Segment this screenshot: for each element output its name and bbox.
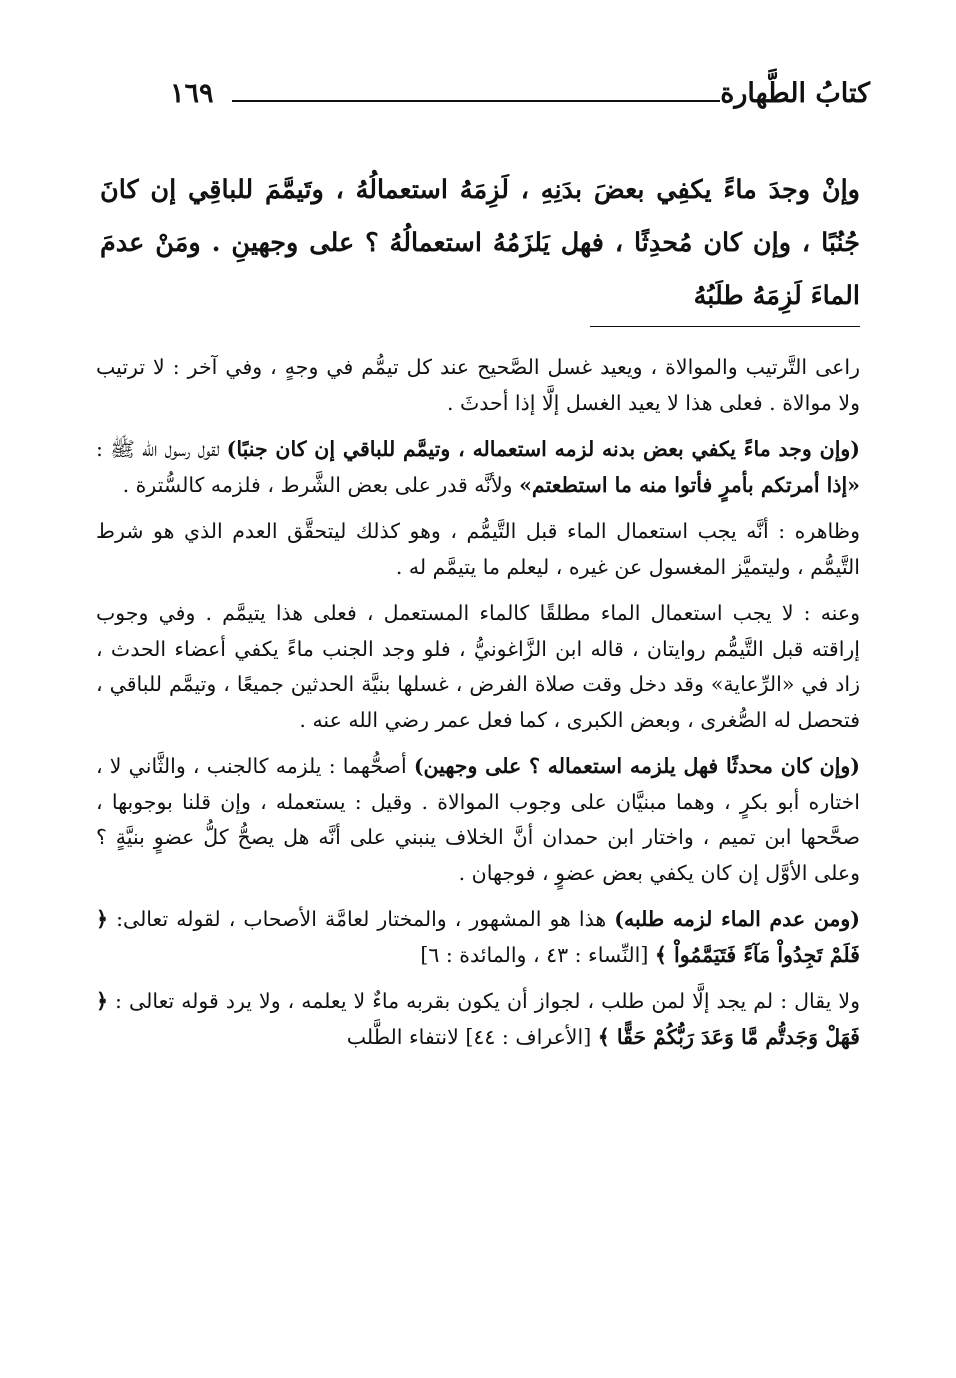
main-text	[100, 164, 860, 323]
commentary	[96, 350, 860, 1066]
commentary-paragraph: وعنه : لا يجب استعمال الماء مطلقًا كالماء المستعمل ، فعلى هذا يتيمَّم . وفي وجوب إراقته قبل التَّيمُّم روايتان ، قاله ابن الزَّاغونيُّ ، فلو وجد الجنب ماءً يكفي أعضاء الحدث ، زاد في «الرِّعاية» وقد دخل وقت صلاة الفرض ، غسلها بنيَّة الحدثين جميعًا ، وتيمَّم للباقي ، فتحصل له الصُّغرى ، وبعض الكبرى ، كما فعل عمر رضي الله عنه .	[96, 601, 860, 732]
commentary-paragraph	[96, 902, 860, 973]
commentary-separator	[590, 326, 860, 327]
commentary-paragraph: وظاهره : أنَّه يجب استعمال الماء قبل التَّيمُّم ، وهو كذلك ليتحقَّق العدم الذي هو شرط التَّيمُّم ، وليتميَّز المغسول عن غيره ، ليعلم ما يتيمَّم له .	[96, 519, 860, 579]
commentary-paragraph	[96, 749, 860, 891]
commentary-text: لقول رسول الله ﷺ :	[96, 437, 227, 461]
commentary-text: لانتفاء الطَّلب	[346, 1024, 466, 1049]
commentary-text: ولأنَّه قدر على بعض الشَّرط ، فلزمه كالسُّترة .	[122, 472, 520, 497]
running-title: كتابُ الطَّهارة	[720, 78, 870, 109]
quoted-main-text: (وإن وجد ماءً يكفي بعض بدنه لزمه استعماله ، وتيمَّم للباقي إن كان جنبًا)	[226, 437, 860, 461]
hadith-quote: «إذا أمرتكم بأمرٍ فأتوا منه ما استطعتم»	[519, 472, 860, 497]
quoted-main-text: (وإن كان محدثًا فهل يلزمه استعماله ؟ على وجهين)	[413, 754, 860, 778]
commentary-text: أصحُّهما : يلزمه كالجنب ، والثَّاني لا ، اختاره أبو بكرٍ ، وهما مبنيَّان على وجوب الموالاة . وقيل : يستعمله ، وإن قلنا بوجوبها ، صحَّحها ابن تميم ، واختار ابن حمدان أنَّ الخلاف ينبني على أنَّه هل يصحُّ كلُّ عضوٍ بنيَّةٍ ؟ وعلى الأوَّل إن كان يكفي بعض عضوٍ ، فوجهان .	[96, 754, 860, 885]
page-header	[160, 78, 870, 122]
quran-verse: ﴿ فَهَلْ وَجَدتُّم مَّا وَعَدَ رَبُّكُمْ حَقًّا ﴾	[96, 989, 860, 1049]
commentary-text: ولا يقال : لم يجد إلَّا لمن طلب ، لجواز أن يكون بقربه ماءٌ لا يعلمه ، ولا يرد قوله تعالى :	[108, 989, 860, 1013]
page-number: ١٦٩	[170, 78, 214, 109]
main-text-paragraph: وإنْ وجدَ ماءً يكفِي بعضَ بدَنِهِ ، لَزِمَهُ استعمالُهُ ، وتَيمَّمَ للباقِي إن كانَ جُنُبًا ، وإن كان مُحدِثًا ، فهل يَلزَمُهُ استعمالُهُ ؟ على وجهينِ . ومَنْ عدمَ الماءَ لَزِمَهُ طلَبُهُ	[100, 175, 860, 311]
verse-reference: [النِّساء : ٤٣ ، والمائدة : ٦]	[420, 942, 655, 967]
verse-reference: [الأعراف : ٤٤]	[465, 1024, 598, 1049]
commentary-paragraph: راعى التَّرتيب والموالاة ، ويعيد غسل الصَّحيح عند كل تيمُّم في وجهٍ ، وفي آخر : لا ترتيب ولا موالاة . فعلى هذا لا يعيد الغسل إلَّا إذا أحدثَ .	[96, 355, 860, 415]
commentary-paragraph	[96, 432, 860, 503]
commentary-paragraph	[96, 984, 860, 1055]
quoted-main-text: (ومن عدم الماء لزمه طلبه)	[614, 907, 861, 931]
quran-verse: ﴿ فَلَمْ تَجِدُواْ مَآءً فَتَيَمَّمُواْ ﴾	[96, 907, 860, 967]
header-rule	[232, 100, 720, 102]
commentary-text: هذا هو المشهور ، والمختار لعامَّة الأصحاب ، لقوله تعالى:	[108, 907, 615, 931]
